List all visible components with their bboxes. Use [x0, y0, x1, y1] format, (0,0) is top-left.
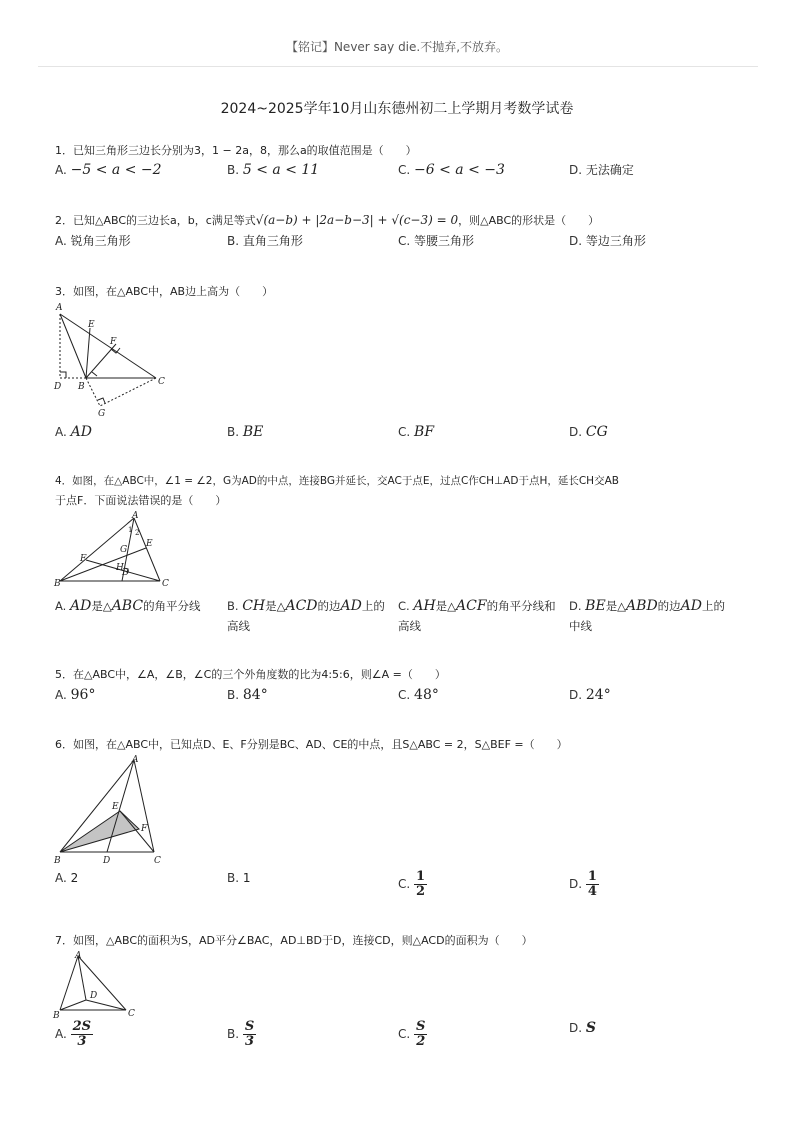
- question-7-option-a-fraction: $\frac{2S}{3}$: [72, 1019, 92, 1049]
- q3-label-e: E: [88, 320, 95, 330]
- question-4-stem-line1: 4．如图，在△ABC中，∠1 = ∠2，G为AD的中点，连接BG并延长，交AC于点E，过点C作CH⊥AD于点H，延长CH交AB: [55, 475, 619, 487]
- question-1-option-d[interactable]: D. 无法确定: [569, 163, 634, 177]
- question-7-option-b-fraction: $\frac{S}{3}$: [244, 1019, 255, 1049]
- question-7-option-b[interactable]: B. $\frac{S}{3}$: [227, 1019, 255, 1049]
- question-3-option-c[interactable]: C. BF: [398, 424, 435, 440]
- question-2-stem: 2．已知△ABC的三边长a，b，c满足等式√(a−b) + |2a−b−3| + √(c−3) = 0，则△ABC的形状是（ ）: [55, 213, 600, 227]
- q7-label-c: C: [128, 1009, 135, 1019]
- question-7-figure: [50, 948, 150, 1022]
- q4-label-h: H: [116, 563, 124, 573]
- question-2-option-b[interactable]: B. 直角三角形: [227, 234, 303, 248]
- question-1-option-b[interactable]: B. 5 < a < 11: [227, 162, 320, 178]
- q4-label-d: D: [122, 568, 130, 578]
- question-6-figure: [50, 752, 175, 870]
- question-3-figure: [50, 300, 175, 422]
- question-4-option-b[interactable]: B. CH是△ACD的边AD上的高线: [227, 598, 385, 633]
- q4-label-c: C: [162, 579, 169, 589]
- question-6-option-c-fraction: $\frac{1}{2}$: [416, 869, 426, 899]
- question-4-option-c[interactable]: C. AH是△ACF的角平分线和高线: [398, 598, 556, 633]
- q4-label-angle-2: 2: [135, 529, 140, 537]
- question-5-option-b[interactable]: B. 84°: [227, 687, 268, 703]
- question-1-option-a[interactable]: A. −5 < a < −2: [55, 162, 162, 178]
- question-4-option-a[interactable]: A. AD是△ABC的角平分线: [55, 598, 201, 614]
- q6-label-e: E: [112, 802, 119, 812]
- question-3-option-a[interactable]: A. AD: [55, 424, 92, 440]
- question-6-option-d-fraction: $\frac{1}{4}$: [587, 869, 597, 899]
- question-4-option-d[interactable]: D. BE是△ABD的边AD上的中线: [569, 598, 726, 633]
- question-7-option-c[interactable]: C. $\frac{S}{2}$: [398, 1019, 426, 1049]
- q6-label-d: D: [103, 856, 111, 866]
- q3-label-a: A: [56, 303, 63, 313]
- question-7-option-c-fraction: $\frac{S}{2}$: [416, 1019, 426, 1049]
- q3-label-f: F: [110, 337, 117, 347]
- question-6-option-d[interactable]: D. $\frac{1}{4}$: [569, 869, 597, 899]
- q3-label-b: B: [78, 382, 85, 392]
- question-6-option-b[interactable]: B. 1: [227, 871, 251, 885]
- question-5-option-a[interactable]: A. 96°: [55, 687, 96, 703]
- question-1-stem: 1．已知三角形三边长分别为3，1 − 2a，8，那么a的取值范围是（ ）: [55, 144, 417, 157]
- question-2-option-c[interactable]: C. 等腰三角形: [398, 234, 475, 248]
- question-3-stem: 3．如图，在△ABC中，AB边上高为（ ）: [55, 285, 274, 298]
- q7-label-a: A: [75, 951, 82, 961]
- q4-label-f: F: [80, 554, 87, 564]
- q4-label-g: G: [120, 545, 128, 555]
- q3-label-c: C: [158, 377, 165, 387]
- question-7-option-a[interactable]: A. $\frac{2S}{3}$: [55, 1019, 92, 1049]
- question-2-option-d[interactable]: D. 等边三角形: [569, 234, 646, 248]
- q6-label-a: A: [132, 755, 139, 765]
- question-5-option-c[interactable]: C. 48°: [398, 687, 439, 703]
- question-5-stem: 5．在△ABC中，∠A，∠B，∠C的三个外角度数的比为4:5:6，则∠A =（ ）: [55, 668, 446, 681]
- question-3-option-d[interactable]: D. CG: [569, 424, 608, 440]
- question-3-option-b[interactable]: B. BE: [227, 424, 264, 440]
- question-4-stem-line2: 于点F．下面说法错误的是（ ）: [55, 494, 227, 507]
- q6-label-f: F: [141, 824, 148, 834]
- header-motto: 【铭记】Never say die.不抛弃,不放弃。: [285, 40, 509, 54]
- question-1-option-c[interactable]: C. −6 < a < −3: [398, 162, 505, 178]
- q4-label-b: B: [54, 579, 61, 589]
- q3-label-g: G: [98, 409, 106, 419]
- q4-label-a: A: [132, 511, 139, 521]
- question-5-option-d[interactable]: D. 24°: [569, 687, 611, 703]
- q4-label-angle-1: 1: [128, 526, 133, 534]
- question-7-stem: 7．如图，△ABC的面积为S，AD平分∠BAC，AD⊥BD于D，连接CD，则△ACD的面积为（ ）: [55, 934, 533, 947]
- question-2-option-a[interactable]: A. 锐角三角形: [55, 234, 131, 248]
- q6-label-b: B: [54, 856, 61, 866]
- question-6-option-c[interactable]: C. $\frac{1}{2}$: [398, 869, 426, 899]
- q3-label-d: D: [54, 382, 62, 392]
- q7-label-b: B: [53, 1011, 60, 1021]
- question-4-figure: [50, 510, 175, 590]
- question-6-stem: 6．如图，在△ABC中，已知点D、E、F分别是BC、AD、CE的中点，且S△ABC = 2，S△BEF =（ ）: [55, 738, 568, 751]
- question-7-option-d[interactable]: D. S: [569, 1020, 597, 1036]
- question-6-option-a[interactable]: A. 2: [55, 871, 79, 885]
- q6-label-c: C: [154, 856, 161, 866]
- q4-label-e: E: [146, 539, 153, 549]
- header-divider: [38, 66, 758, 67]
- q7-label-d: D: [90, 991, 98, 1001]
- question-2-equation: √(a−b) + |2a−b−3| + √(c−3) = 0: [255, 213, 459, 227]
- page-title: 2024~2025学年10月山东德州初二上学期月考数学试卷: [220, 101, 574, 117]
